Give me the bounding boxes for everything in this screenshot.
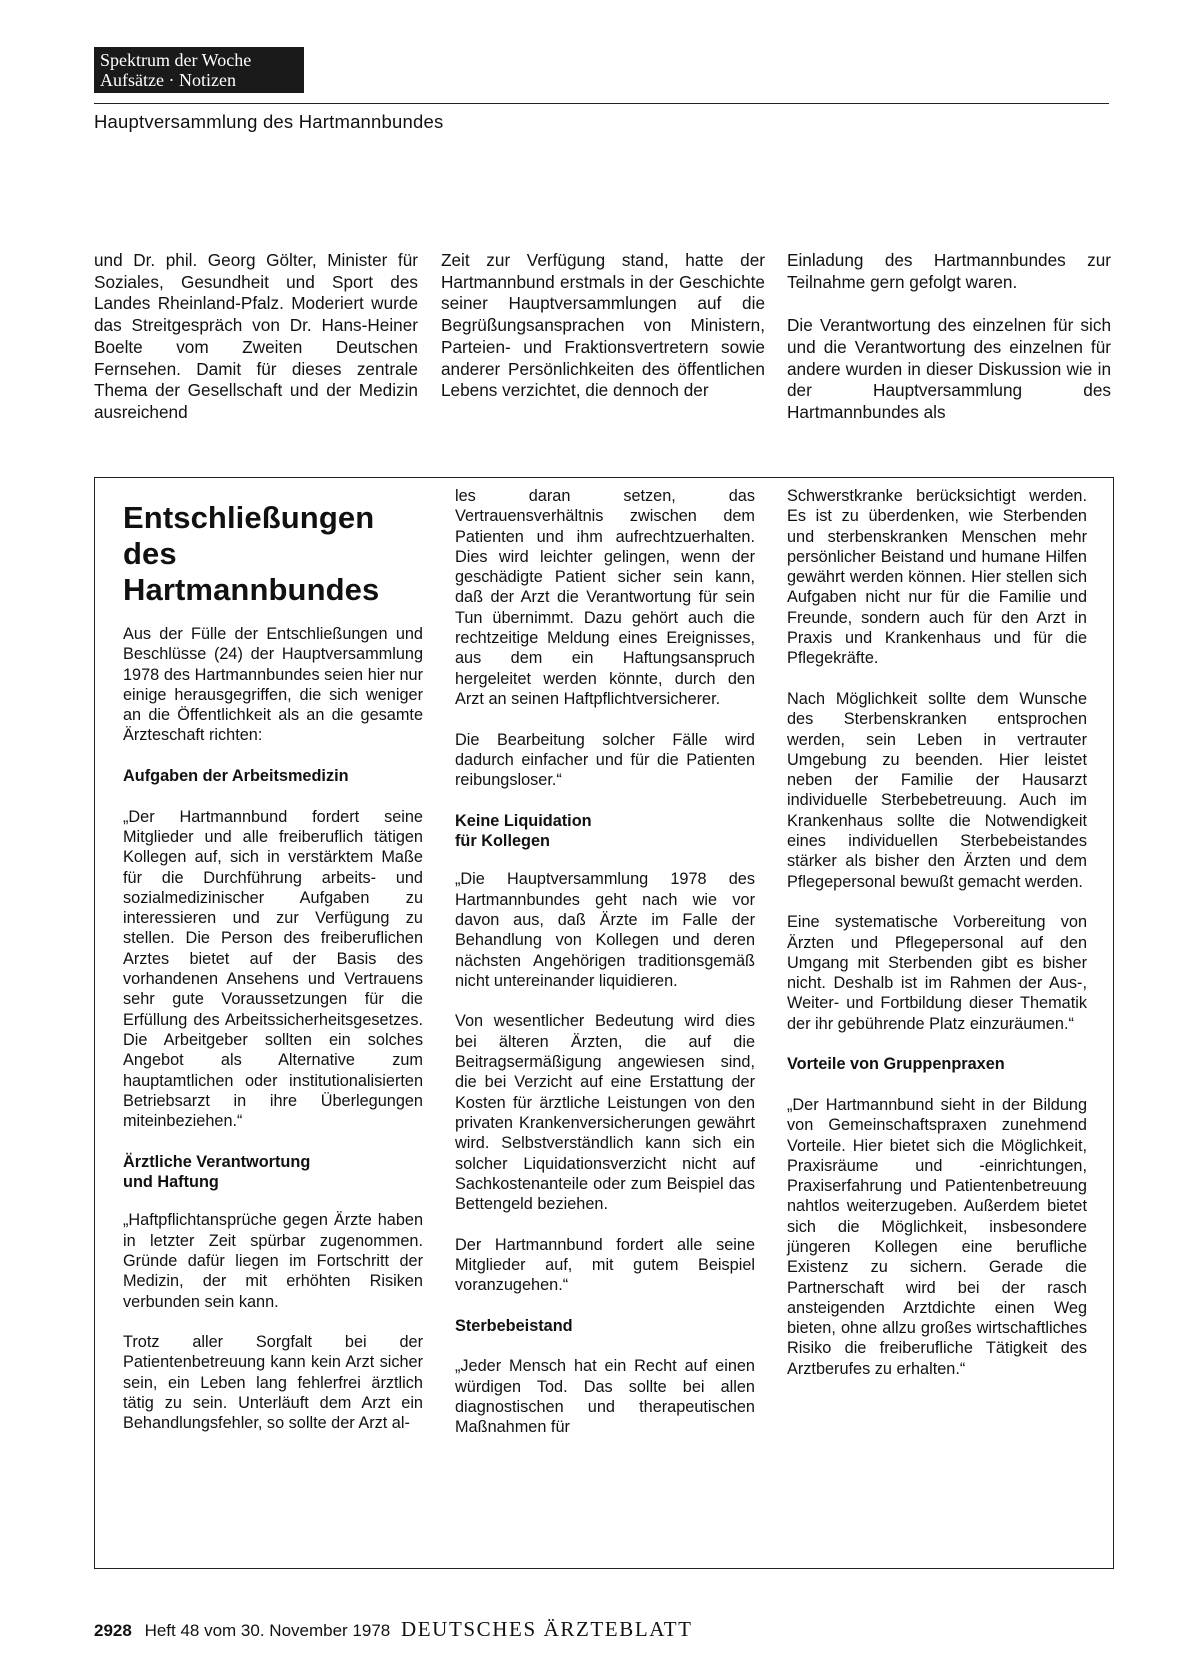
paragraph: les daran setzen, das Vertrauensverhältnis zwischen dem Patienten und ihm aufrechtzuerhalten. Dies wird leichter gelingen, wenn der geschädigte Patient sicher sein kann, daß der Arzt die Verantwortung für sein Tun übernimmt. Dazu gehört auch die rechtzeitige Meldung eines Ereignisses, aus dem ein Haftungsanspruch hergeleitet werden könnte, durch den Arzt an seinen Haftpflichtversicherer. [455, 487, 755, 708]
subheading-line: Keine Liquidation [455, 811, 592, 830]
intro-paragraph: Die Verantwortung des einzelnen für sich und die Verantwortung des einzelnen für andere wurden in dieser Diskussion wie in der Hauptversammlung des Hartmannbundes als [787, 315, 1111, 422]
paragraph: „Haftpflichtansprüche gegen Ärzte haben in letzter Zeit spürbar zugenommen. Gründe dafür liegen im Fortschritt der Medizin, der mit erhöhten Risiken verbunden sein kann. [123, 1211, 423, 1311]
box-intro: Aus der Fülle der Entschließungen und Beschlüsse (24) der Hauptversammlung 1978 des Hartmannbundes seien hier nur einige herausgegriffen, die sich weniger an die Öffentlichkeit als an die gesamte Ärzteschaft richten: [123, 625, 423, 745]
section-badge-line1: Spektrum der Woche [100, 50, 252, 70]
paragraph: „Der Hartmannbund fordert seine Mitglieder und alle freiberuflich tätigen Kollegen auf, sich in verstärktem Maße für die Durchführung arbeits- und sozialmedizinischer Aufgaben zu interessieren und zur Verfügung zu stellen. Die Person des freiberuflichen Arztes bietet auf der Basis des vorhandenen Ansehens und Vertrauens sehr gute Voraussetzungen für die Erfüllung des Arbeitssicherheitsgesetzes. Die Arbeitgeber sollten ein solches Angebot als Alternative zum hauptamtlichen oder institutionalisierten Betriebsarzt in ihre Überlegungen miteinbeziehen.“ [123, 807, 423, 1131]
paragraph: Die Bearbeitung solcher Fälle wird dadurch einfacher und für die Patienten reibungsloser.“ [455, 730, 755, 790]
paragraph: „Jeder Mensch hat ein Recht auf einen würdigen Tod. Das sollte bei allen diagnostischen und therapeutischen Maßnahmen für [455, 1357, 755, 1437]
box-column-2 [455, 486, 755, 1458]
subheading: Aufgaben der Arbeitsmedizin [123, 767, 349, 786]
resolutions-box [94, 477, 1114, 1569]
intro-paragraph: Zeit zur Verfügung stand, hatte der Hartmannbund erstmals in der Geschichte seiner Hauptversammlungen auf die Begrüßungsansprachen von Ministern, Parteien- und Fraktionsvertretern sowie anderer Persönlichkeiten des öffentlichen Lebens verzichtet, die dennoch der [441, 250, 765, 401]
intro-column-1 [94, 250, 418, 424]
paragraph: Trotz aller Sorgfalt bei der Patientenbetreuung kann kein Arzt sicher sein, ein Leben lang fehlerfrei ärztlich tätig zu sein. Unterläuft dem Arzt ein Behandlungsfehler, so sollte der Arzt al- [123, 1333, 423, 1433]
box-title-line: Entschließungen [123, 500, 375, 535]
intro-paragraph: und Dr. phil. Georg Gölter, Minister für Soziales, Gesundheit und Sport des Landes Rheinland-Pfalz. Moderiert wurde das Streitgespräch von Dr. Hans-Heiner Boelte vom Zweiten Deutschen Fernsehen. Damit für dieses zentrale Thema der Gesellschaft und der Medizin ausreichend [94, 250, 418, 422]
running-title: Hauptversammlung des Hartmannbundes [94, 111, 444, 132]
paragraph: Der Hartmannbund fordert alle seine Mitglieder auf, mit gutem Beispiel voranzugehen.“ [455, 1235, 755, 1295]
box-title-line: Hartmannbundes [123, 572, 380, 607]
page-number: 2928 [94, 1621, 132, 1640]
issue-info: Heft 48 vom 30. November 1978 [144, 1621, 391, 1640]
subheading [455, 811, 755, 852]
box-column-1 [123, 500, 423, 1454]
section-badge [94, 47, 304, 93]
subheading: Sterbebeistand [455, 1316, 573, 1335]
subheading [123, 1152, 423, 1193]
paragraph: Von wesentlicher Bedeutung wird dies bei älteren Ärzten, die auf die Beitragsermäßigung angewiesen sind, die bei Verzicht auf eine Erstattung der Kosten für ärztliche Leistungen von den privaten Krankenversicherungen gewährt wird. Selbstverständlich kann sich ein solcher Liquidationsverzicht nicht auf Sachkostenanteile oder zum Beispiel das Bettengeld beziehen. [455, 1012, 755, 1214]
paragraph: „Der Hartmannbund sieht in der Bildung von Gemeinschaftspraxen zunehmend Vorteile. Hier bietet sich die Möglichkeit, Praxisräume und -einrichtungen, Praxiserfahrung und Patientenbetreuung nahtlos weiterzugeben. Außerdem bietet sich die Möglichkeit, insbesondere jüngeren Kollegen eine berufliche Existenz zu sichern. Gerade die Partnerschaft wird bei der rasch ansteigenden Arztdichte einen Weg bieten, ohne allzu großes wirtschaftliches Risiko die freiberufliche Tätigkeit des Arztberufes zu erhalten.“ [787, 1095, 1087, 1378]
paragraph: „Die Hauptversammlung 1978 des Hartmannbundes geht nach wie vor davon aus, daß Ärzte im Falle der Behandlung von Kollegen und deren nächsten Angehörigen traditionsgemäß nicht untereinander liquidieren. [455, 870, 755, 990]
box-title-line: des [123, 536, 177, 571]
intro-paragraph: Einladung des Hartmannbundes zur Teilnahme gern gefolgt waren. [787, 250, 1111, 292]
paragraph: Schwerstkranke berücksichtigt werden. Es ist zu überdenken, wie Sterbenden und sterbenskranken Menschen mehr persönlicher Beistand und humane Hilfen gewährt werden können. Hier stellen sich Aufgaben nicht nur für die Familie und Freunde, sondern auch für den Arzt in Praxis und Krankenhaus und für die Pflegekräfte. [787, 487, 1087, 668]
box-column-3 [787, 486, 1087, 1399]
paragraph: Eine systematische Vorbereitung von Ärzten und Pflegepersonal auf den Umgang mit Sterbenden gibt es bisher nicht. Deshalb ist im Rahmen der Aus-, Weiter- und Fortbildung dieser Thematik der ihr gebührende Platz einzuräumen.“ [787, 913, 1087, 1033]
section-badge-line2: Aufsätze · Notizen [100, 70, 236, 90]
header-rule [94, 103, 1109, 104]
subheading: Vorteile von Gruppenpraxen [787, 1055, 1005, 1074]
subheading-line: für Kollegen [455, 832, 550, 851]
journal-name: DEUTSCHES ÄRZTEBLATT [400, 1617, 693, 1641]
intro-column-3 [787, 250, 1111, 424]
box-title [123, 500, 423, 608]
subheading-line: Ärztliche Verantwortung [123, 1152, 311, 1171]
subheading-line: und Haftung [123, 1173, 219, 1192]
paragraph: Nach Möglichkeit sollte dem Wunsche des Sterbenskranken entsprochen werden, sein Leben in vertrauter Umgebung zu beenden. Hier leistet neben der Familie der Hausarzt individuelle Sterbebetreuung. Auch im Krankenhaus sollte die Notwendigkeit eines individuellen Sterbebeistandes stärker als bisher den Ärzten und dem Pflegepersonal bewußt gemacht werden. [787, 689, 1087, 891]
intro-column-2 [441, 250, 765, 402]
page-footer [94, 1617, 693, 1642]
